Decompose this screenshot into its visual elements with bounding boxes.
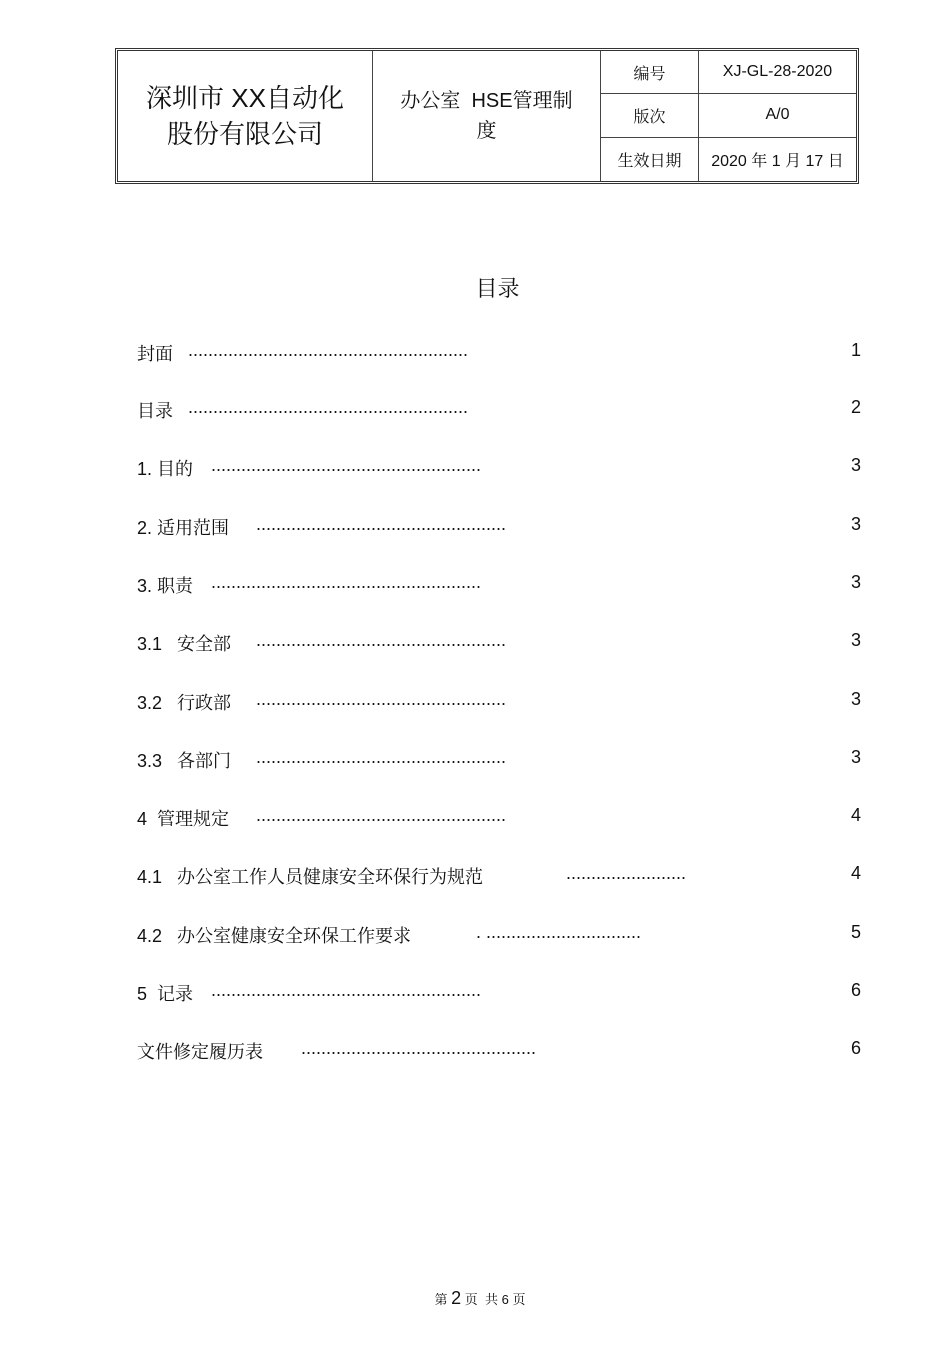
toc-leader-dots: ...................................................... [211,980,482,1000]
toc-entry[interactable] [137,689,861,717]
toc-leader-dots: ...................................................... [211,572,482,592]
toc-page-number: 3 [850,455,861,475]
toc-page-number: 6 [850,1038,861,1058]
toc-title: 目录 [475,276,520,301]
toc-leader-dots: ........................ [566,863,687,883]
toc-entry[interactable] [137,572,861,600]
toc-leader-dots: .................................................. [256,805,507,825]
toc-leader-dots: ........................................................ [188,397,469,417]
toc-page-number: 3 [850,630,861,650]
page-footer [0,1288,950,1309]
footer-total-pages: 6 [501,1292,509,1307]
toc-entry-label: 4.2 办公室健康安全环保工作要求 [137,926,412,946]
toc-page-number: 4 [850,863,861,883]
toc-page-number: 1 [850,340,861,360]
footer-prefix: 第 [434,1292,448,1307]
document-title-line1: 办公室 HSE管理制 [400,89,573,112]
toc-entry-label: 3. 职责 [137,576,194,596]
footer-suffix: 页 [512,1292,526,1307]
toc-leader-dots: .................................................. [256,630,507,650]
date-label: 生效日期 [601,138,699,181]
toc-entry-label: 文件修定履历表 [137,1042,263,1062]
toc-leader-dots: .................................................. [256,689,507,709]
toc-page-number: 3 [850,514,861,534]
toc-entry[interactable] [137,455,861,483]
code-label: 编号 [601,51,699,94]
version-label: 版次 [601,94,699,137]
toc-page-number: 3 [850,689,861,709]
code-value: XJ-GL-28-2020 [699,51,856,94]
footer-middle: 页 共 [464,1292,498,1307]
footer-current-page: 2 [451,1288,462,1308]
document-title [373,51,601,181]
toc-entry-label: 1. 目的 [137,459,194,479]
toc-leader-dots: . ............................... [476,922,642,942]
toc-entry[interactable] [137,397,861,425]
toc-entry[interactable] [137,863,861,891]
toc-page-number: 6 [850,980,861,1000]
toc-leader-dots: ...................................................... [211,455,482,475]
toc-entry[interactable] [137,1038,861,1066]
toc-entry[interactable] [137,630,861,658]
toc-entry-label: 2. 适用范围 [137,518,230,538]
toc-entry-label: 目录 [137,401,173,421]
toc-entry-label: 4 管理规定 [137,809,230,829]
toc-leader-dots: .................................................. [256,514,507,534]
company-name [118,51,373,181]
toc-page-number: 2 [850,397,861,417]
company-name-line2: 股份有限公司 [166,118,323,149]
company-name-line1: 深圳市 XX自动化 [146,82,344,113]
document-title-line2: 度 [476,119,497,142]
toc-leader-dots: ........................................................ [188,340,469,360]
toc-leader-dots: ............................................... [301,1038,537,1058]
toc-entry[interactable] [137,340,861,368]
toc-entry[interactable] [137,805,861,833]
toc-page-number: 3 [850,572,861,592]
toc-entry-label: 5 记录 [137,984,194,1004]
toc-entry[interactable] [137,922,861,950]
toc-entry[interactable] [137,747,861,775]
toc-entry-label: 4.1 办公室工作人员健康安全环保行为规范 [137,867,484,887]
version-value: A/0 [699,94,856,137]
toc-entry-label: 3.2 行政部 [137,693,232,713]
toc-entry[interactable] [137,514,861,542]
toc-page-number: 3 [850,747,861,767]
toc-entry-label: 3.3 各部门 [137,751,232,771]
toc-page-number: 5 [850,922,861,942]
document-header-table [115,48,859,184]
toc-entry[interactable] [137,980,861,1008]
toc-entry-label: 封面 [137,344,173,364]
toc-page-number: 4 [850,805,861,825]
toc-leader-dots: .................................................. [256,747,507,767]
toc-entry-label: 3.1 安全部 [137,634,232,654]
date-value: 2020 年 1 月 17 日 [711,152,844,170]
